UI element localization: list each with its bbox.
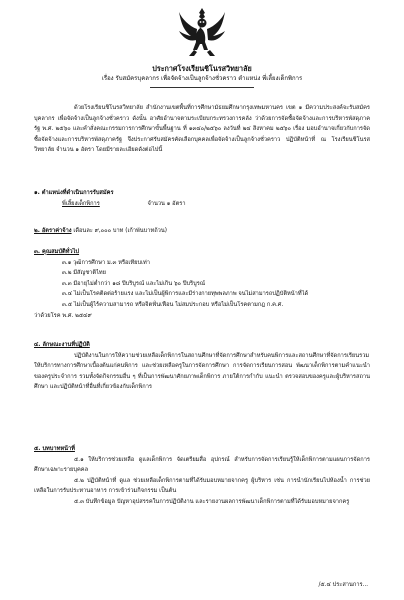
intro-paragraph: ด้วยโรงเรียนชิโนรสวิทยาลัย สำนักงานเขตพื้นที่การศึกษามัธยมศึกษากรุงเทพมหานคร เขต ๑ มีความประสงค์จะรับสมัครบุคลากร เพื่อจัดจ้างเป็นลูกจ้างชั่วคราว ดังนั้น อาศัยอำนาจตามระเบียบกระทรวงการคลัง ว่าด้วยการจัดซื้อจัดจ้างและการบริหารพัสดุภาครัฐ พ.ศ. ๒๕๖๐ และคำสั่งคณะกรรมการการศึกษาขั้นพื้นฐาน ที่ ๑๓๔๐/๒๕๖๐ ลงวันที่ ๒๔ สิงหาคม ๒๕๖๐ เรื่อง มอบอำนาจเกี่ยวกับการจัดซื้อจัดจ้างและการบริหารพัสดุภาครัฐ จึงประกาศรับสมัครคัดเลือกบุคคลเพื่อจัดจ้างเป็นลูกจ้างชั่วคราว ปฏิบัติหน้าที่ ณ โรงเรียนชิโนรสวิทยาลัย จำนวน ๑ อัตรา โดยมีรายละเอียดดังต่อไปนี้ [34,105,370,154]
qualification-item: ๓.๔ ไม่เป็นโรคติดต่อร้ายแรง และไม่เป็นผู้พิการและมีร่างกายทุพพลภาพ จนไม่สามารถปฏิบัติหน้าที่ได้ [62,291,309,298]
section-2 [34,226,370,240]
qualification-item: ๓.๕ ไม่เป็นผู้ไร้ความสามารถ หรือจิตฟั่นเฟือน ไม่สมประกอบ หรือไม่เป็นโรคตามกฎ ก.ค.ศ. [62,301,284,308]
qualification-item-continued: ว่าด้วยโรค พ.ศ. ๒๕๔๙ [34,312,92,319]
qualification-item: ๓.๑ วุฒิการศึกษา ม.๓ หรือเทียบเท่า [62,259,150,266]
announcement-title: ประกาศโรงเรียนชิโนรสวิทยาลัย [152,64,252,73]
section-4-heading: ๔. ลักษณะงานที่ปฏิบัติ [34,342,90,348]
announcement-subject: เรื่อง รับสมัครบุคลากร เพื่อจัดจ้างเป็นลูกจ้างชั่วคราว ตำแหน่ง พี่เลี้ยงเด็กพิการ [101,75,303,82]
qualification-item: ๓.๓ มีอายุไม่ต่ำกว่า ๑๘ ปีบริบูรณ์ และไม่เกิน ๖๐ ปีบริบูรณ์ [62,280,206,287]
qualification-item: ๓.๒ มีสัญชาติไทย [62,270,107,277]
section-3-heading: ๓. คุณสมบัติทั่วไป [34,249,80,255]
garuda-emblem-icon [177,6,227,58]
duty-item: ๕.๓ บันทึกข้อมูล ปัญหาอุปสรรคในการปฏิบัติงาน และรายงานผลการพัฒนาเด็กพิการตามที่ได้รับมอบหมายจากครู [74,498,350,505]
position-name: พี่เลี้ยงเด็กพิการ [62,200,100,207]
position-count: จำนวน ๑ อัตรา [147,200,186,207]
duty-item: ๕.๑ ให้บริการช่วยเหลือ ดูแลเด็กพิการ จัดเตรียมสื่อ อุปกรณ์ สำหรับการจัดการเรียนรู้ให้เด็กพิการตามแผนการจัดการศึกษาเฉพาะรายบุคคล [34,456,370,474]
section-3 [34,247,370,333]
section-2-heading: ๒. อัตราค่าจ้าง [34,228,72,234]
job-description: ปฏิบัติงานในการให้ความช่วยเหลือเด็กพิการในสถานศึกษาที่จัดการศึกษาสำหรับคนพิการและสถานศึกษาที่จัดการเรียนรวม ให้บริการทางการศึกษาเบื้องต้นแก่คนพิการ และช่วยเหลือครูในการจัดการศึกษา การจัดการเรียนการสอน พัฒนาเด็กพิการตามคำแนะนำของครูประจำการ รวมทั้งจัดกิจกรรมอื่น ๆ ที่เป็นการพัฒนาศักยภาพเด็กพิการ ภายใต้การกำกับ แนะนำ ตรวจสอบของครูและผู้บริหารสถานศึกษา และปฏิบัติหน้าที่อื่นที่เกี่ยวข้องกับเด็กพิการ [34,352,370,391]
continuation-marker: /๕.๔ ประสานการ... [318,582,368,588]
section-1-heading: ๑. ตำแหน่งที่ดำเนินการรับสมัคร [34,190,114,196]
duty-item: ๕.๒ ปฏิบัติหน้าที่ ดูแล ช่วยเหลือเด็กพิการตามที่ได้รับมอบหมายจากครู ผู้บริหาร เช่น การนำนักเรียนไปห้องน้ำ การช่วยเหลือในการรับประทานอาหาร การเข้าร่วมกิจกรรม เป็นต้น [34,477,370,495]
wage-rate: เดือนละ ๙,๐๐๐ บาท (เก้าพันบาทถ้วน) [73,228,167,234]
section-5 [34,444,370,570]
section-4 [34,340,370,436]
intro-paragraph-block [34,103,370,179]
section-1 [34,188,370,218]
title-divider [150,87,254,88]
section-5-heading: ๕. บทบาทหน้าที่ [34,446,75,452]
